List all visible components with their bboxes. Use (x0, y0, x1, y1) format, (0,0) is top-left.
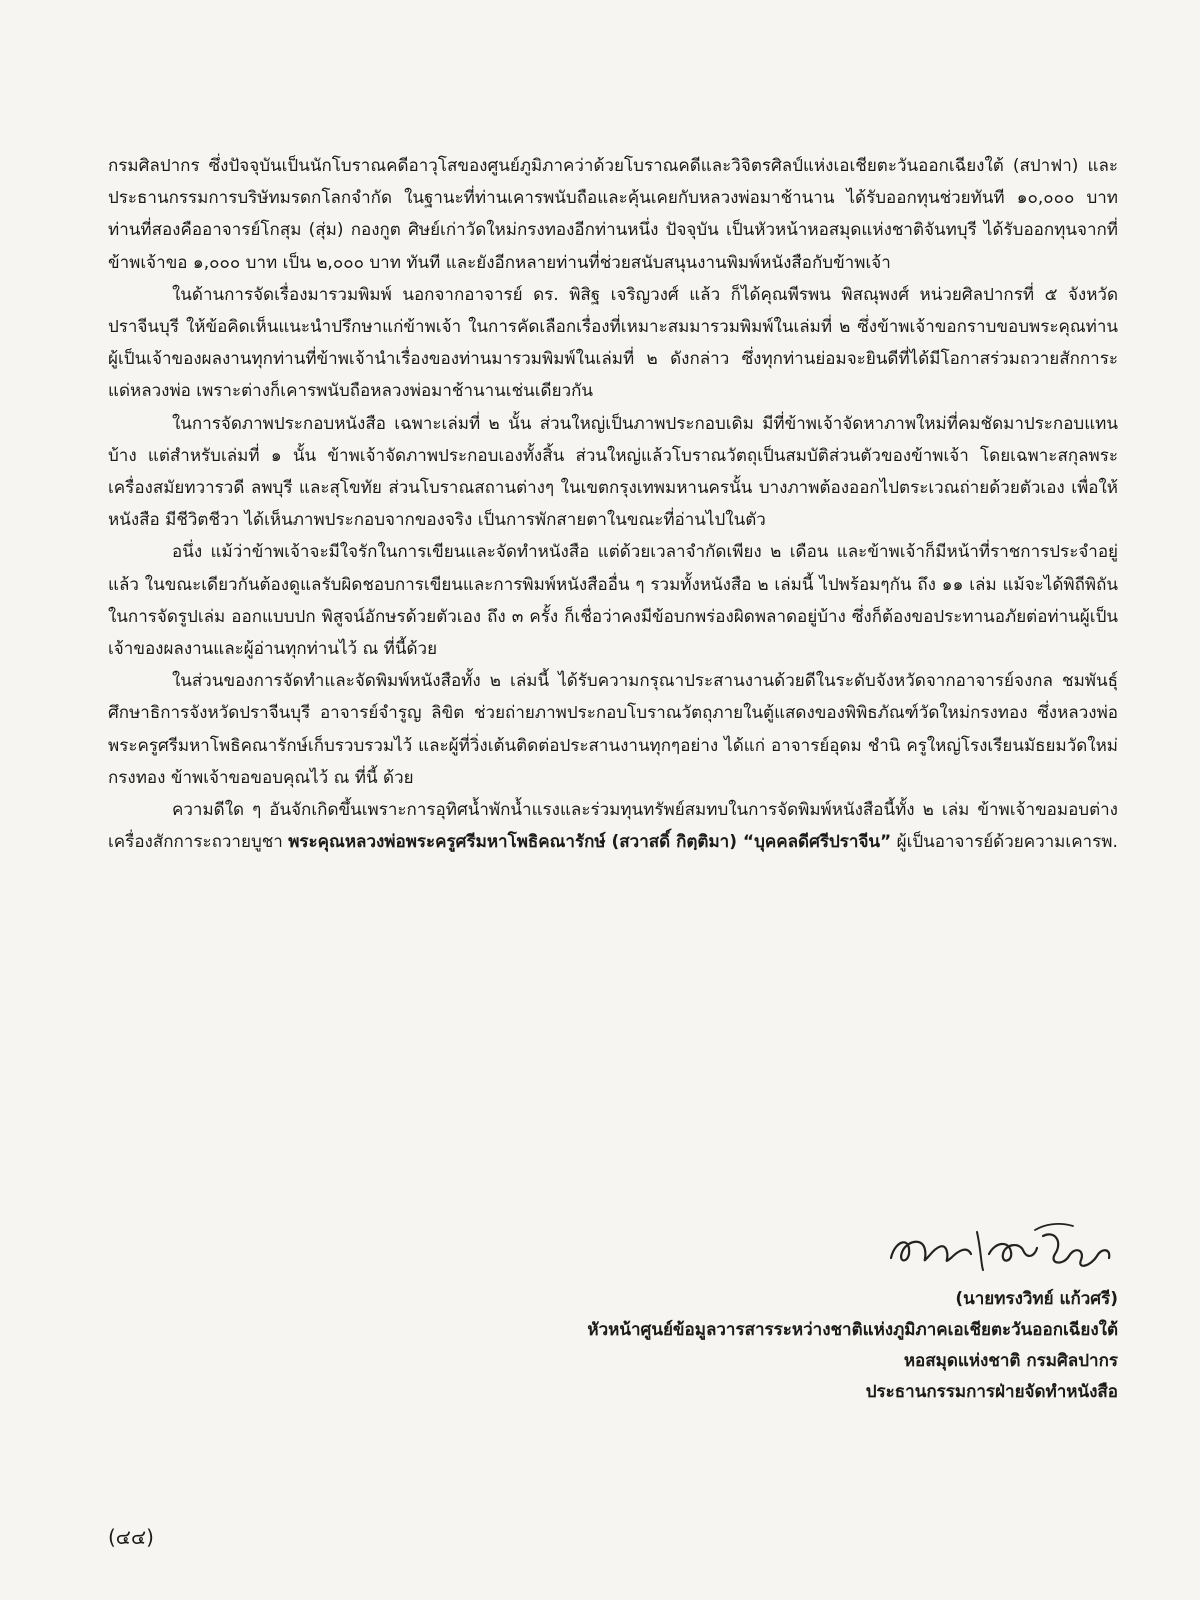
signer-title-3: ประธานกรรมการฝ่ายจัดทำหนังสือ (865, 1382, 1118, 1402)
signer-title-2: หอสมุดแห่งชาติ กรมศิลปากร (903, 1351, 1118, 1371)
paragraph-1: กรมศิลปากร ซึ่งปัจจุบันเป็นนักโบราณคดีอาวุโสของศูนย์ภูมิภาคว่าด้วยโบราณคดีและวิจิตรศิลป์แห่งเอเชียตะวันออกเฉียงใต้ (สปาฟา) และประธานกรรมการบริษัทมรดกโลกจำกัด ในฐานะที่ท่านเคารพนับถือและคุ้นเคยกับหลวงพ่อมาช้านาน ได้รับออกทุนช่วยทันที ๑๐,๐๐๐ บาท ท่านที่สองคืออาจารย์โกสุม (สุ่ม) กองกูต ศิษย์เก่าวัดใหม่กรงทองอีกท่านหนึ่ง ปัจจุบัน เป็นหัวหน้าหอสมุดแห่งชาติจันทบุรี ได้รับออกทุนจากที่ข้าพเจ้าขอ ๑,๐๐๐ บาท เป็น ๒,๐๐๐ บาท ทันที และยังอีกหลายท่านที่ช่วยสนับสนุนงานพิมพ์หนังสือกับข้าพเจ้า (108, 156, 1118, 273)
paragraph-2: ในด้านการจัดเรื่องมารวมพิมพ์ นอกจากอาจารย์ ดร. พิสิฐ เจริญวงศ์ แล้ว ก็ได้คุณพีรพน พิสณุพงศ์ หน่วยศิลปากรที่ ๕ จังหวัดปราจีนบุรี ให้ข้อคิดเห็นแนะนำปรึกษาแก่ข้าพเจ้า ในการคัดเลือกเรื่องที่เหมาะสมมารวมพิมพ์ในเล่มที่ ๒ ซึ่งข้าพเจ้าขอกราบขอบพระคุณท่านผู้เป็นเจ้าของผลงานทุกท่านที่ข้าพเจ้านำเรื่องของท่านมารวมพิมพ์ในเล่มที่ ๒ ดังกล่าว ซึ่งทุกท่านย่อมจะยินดีที่ได้มีโอกาสร่วมถวายสักการะแด่หลวงพ่อ เพราะต่างก็เคารพนับถือหลวงพ่อมาช้านานเช่นเดียวกัน (108, 284, 1118, 402)
closing-lead: ความดีใด ๆ อันจักเกิดขึ้นเพราะการอุทิศน้ำพักน้ำแรงและร่วมทุนทรัพย์สมทบในการจัดพิมพ์หนังสือนี้ทั้ง ๒ เล่ม ข้าพเจ้าขอมอบต่างเครื่องสักการะถวายบูชา (108, 800, 1118, 853)
signer-name: (นายทรงวิทย์ แก้วศรี) (955, 1289, 1118, 1309)
page-number: (๔๔) (108, 1525, 154, 1549)
paragraph-5: ในส่วนของการจัดทำและจัดพิมพ์หนังสือทั้ง ๒ เล่มนี้ ได้รับความกรุณาประสานงานด้วยดีในระดับจังหวัดจากอาจารย์จงกล ชมพันธุ์ ศึกษาธิการจังหวัดปราจีนบุรี อาจารย์จำรูญ ลิขิต ช่วยถ่ายภาพประกอบโบราณวัตถุภายในตู้แสดงของพิพิธภัณฑ์วัดใหม่กรงทอง ซึ่งหลวงพ่อพระครูศรีมหาโพธิคณารักษ์เก็บรวบรวมไว้ และผู้ที่วิ่งเต้นติดต่อประสานงานทุกๆอย่าง ได้แก่ อาจารย์อุดม ชำนิ ครูใหญ่โรงเรียนมัธยมวัดใหม่กรงทอง ข้าพเจ้าขอขอบคุณไว้ ณ ที่นี้ ด้วย (108, 671, 1118, 788)
paragraph-4: อนึ่ง แม้ว่าข้าพเจ้าจะมีใจรักในการเขียนและจัดทำหนังสือ แต่ด้วยเวลาจำกัดเพียง ๒ เดือน และข้าพเจ้าก็มีหน้าที่ราชการประจำอยู่แล้ว ในขณะเดียวกันต้องดูแลรับผิดชอบการเขียนและการพิมพ์หนังสืออื่น ๆ รวมทั้งหนังสือ ๒ เล่มนี้ ไปพร้อมๆกัน ถึง ๑๑ เล่ม แม้จะได้พิถีพิถัน ในการจัดรูปเล่ม ออกแบบปก พิสูจน์อักษรด้วยตัวเอง ถึง ๓ ครั้ง ก็เชื่อว่าคงมีข้อบกพร่องผิดพลาดอยู่บ้าง ซึ่งก็ต้องขอประทานอภัยต่อท่านผู้เป็นเจ้าของผลงานและผู้อ่านทุกท่านไว้ ณ ที่นี้ด้วย (108, 542, 1119, 660)
signer-title-1: หัวหน้าศูนย์ข้อมูลวารสารระหว่างชาติแห่งภูมิภาคเอเชียตะวันออกเฉียงใต้ (587, 1320, 1118, 1340)
closing-paragraph (108, 794, 1118, 858)
body-text (108, 150, 1118, 858)
signer-block (418, 1284, 1118, 1408)
handwritten-signature (885, 1220, 1125, 1280)
closing-tail: ผู้เป็นอาจารย์ด้วยความเคารพ. (891, 832, 1118, 853)
paragraph-3: ในการจัดภาพประกอบหนังสือ เฉพาะเล่มที่ ๒ นั้น ส่วนใหญ่เป็นภาพประกอบเดิม มีที่ข้าพเจ้าจัดหาภาพใหม่ที่คมชัดมาประกอบแทนบ้าง แต่สำหรับเล่มที่ ๑ นั้น ข้าพเจ้าจัดภาพประกอบเองทั้งสิ้น ส่วนใหญ่แล้วโบราณวัตถุเป็นสมบัติส่วนตัวของข้าพเจ้า โดยเฉพาะสกุลพระเครื่องสมัยทวารวดี ลพบุรี และสุโขทัย ส่วนโบราณสถานต่างๆ ในเขตกรุงเทพมหานครนั้น บางภาพต้องออกไปตระเวณถ่ายด้วยตัวเอง เพื่อให้หนังสือ มีชีวิตชีวา ได้เห็นภาพประกอบจากของจริง เป็นการพักสายตาในขณะที่อ่านไปในตัว (108, 413, 1118, 531)
honoree-name: พระคุณหลวงพ่อพระครูศรีมหาโพธิคณารักษ์ (สวาสดิ์ กิตฺติมา) “บุคคลดีศรีปราจีน” (288, 832, 892, 853)
